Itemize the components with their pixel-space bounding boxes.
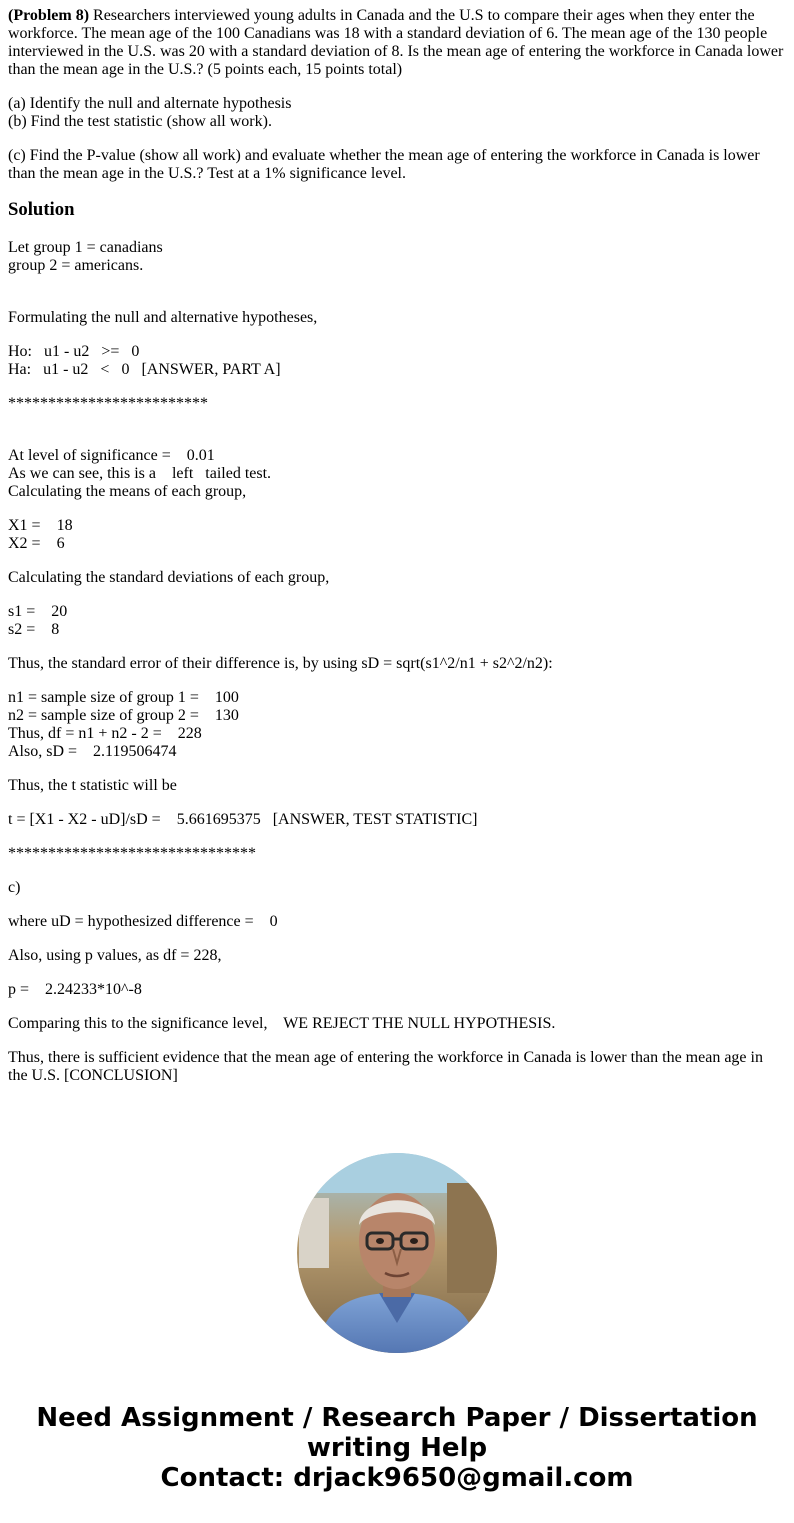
part-c: (c) Find the P-value (show all work) and evaluate whether the mean age of entering the workforce in Canada is lower than the mean age in the U.S.? Test at a 1% significance level. — [8, 147, 764, 182]
s1-value: s1 = 20 — [8, 603, 68, 620]
s2-value: s2 = 8 — [8, 621, 60, 638]
tail-text: As we can see, this is a left tailed test. — [8, 465, 272, 482]
sd-value: Also, sD = 2.119506474 — [8, 743, 177, 760]
n1-value: n1 = sample size of group 1 = 100 — [8, 689, 239, 706]
t-statistic: t = [X1 - X2 - uD]/sD = 5.661695375 [ANSWER, TEST STATISTIC] — [8, 811, 478, 828]
sample-block — [8, 689, 786, 761]
problem-label: (Problem 8) — [8, 7, 90, 24]
p-values-text: Also, using p values, as df = 228, — [8, 947, 222, 964]
separator-stars-2: ******************************* — [8, 845, 256, 862]
null-hypothesis: Ho: u1 - u2 >= 0 — [8, 343, 140, 360]
portrait-image — [297, 1153, 497, 1353]
formulating-text: Formulating the null and alternative hypotheses, — [8, 309, 318, 326]
group2-text: group 2 = americans. — [8, 257, 144, 274]
footer-banner — [0, 1403, 794, 1493]
separator-stars-1: ************************* — [8, 395, 208, 412]
n2-value: n2 = sample size of group 2 = 130 — [8, 707, 239, 724]
problem-text: Researchers interviewed young adults in Canada and the U.S to compare their ages when they enter the workforce. The mean age of the 100 Canadians was 18 with a standard deviation of 6. The mean age of the 130 people interviewed in the U.S. was 20 with a standard deviation of 8. Is the mean age of entering the workforce in Canada lower than the mean age in the U.S.? (5 points each, 15 points total) — [8, 7, 788, 78]
p-value: p = 2.24233*10^-8 — [8, 981, 142, 998]
standard-error-intro: Thus, the standard error of their difference is, by using sD = sqrt(s1^2/n1 + s2^2/n2): — [8, 655, 553, 672]
hypothesized-difference: where uD = hypothesized difference = 0 — [8, 913, 278, 930]
group1-text: Let group 1 = canadians — [8, 239, 163, 256]
df-value: Thus, df = n1 + n2 - 2 = 228 — [8, 725, 202, 742]
group-definitions — [8, 239, 786, 275]
t-intro: Thus, the t statistic will be — [8, 777, 177, 794]
x1-value: X1 = 18 — [8, 517, 73, 534]
part-a: (a) Identify the null and alternate hypothesis — [8, 95, 292, 112]
problem-statement — [8, 7, 786, 79]
footer-line-1: Need Assignment / Research Paper / Dissertation — [36, 1403, 758, 1433]
significance-block — [8, 447, 786, 501]
part-b: (b) Find the test statistic (show all work). — [8, 113, 272, 130]
problem-parts-ab — [8, 95, 786, 131]
calc-means-text: Calculating the means of each group, — [8, 483, 247, 500]
document-body — [8, 7, 786, 1101]
footer-line-2: writing Help — [306, 1433, 488, 1463]
solution-heading: Solution — [8, 199, 75, 220]
part-c-label: c) — [8, 879, 21, 896]
author-portrait — [297, 1153, 497, 1353]
comparison-text: Comparing this to the significance level, WE REJECT THE NULL HYPOTHESIS. — [8, 1015, 556, 1032]
footer-contact: Contact: drjack9650@gmail.com — [160, 1463, 634, 1493]
conclusion-text: Thus, there is sufficient evidence that the mean age of entering the workforce in Canada is lower than the mean age in the U.S. [CONCLUSION] — [8, 1049, 767, 1084]
alternate-hypothesis: Ha: u1 - u2 < 0 [ANSWER, PART A] — [8, 361, 281, 378]
calc-sd-text: Calculating the standard deviations of each group, — [8, 569, 330, 586]
sd-block — [8, 603, 786, 639]
means-block — [8, 517, 786, 553]
x2-value: X2 = 6 — [8, 535, 65, 552]
alpha-text: At level of significance = 0.01 — [8, 447, 215, 464]
hypotheses — [8, 343, 786, 379]
